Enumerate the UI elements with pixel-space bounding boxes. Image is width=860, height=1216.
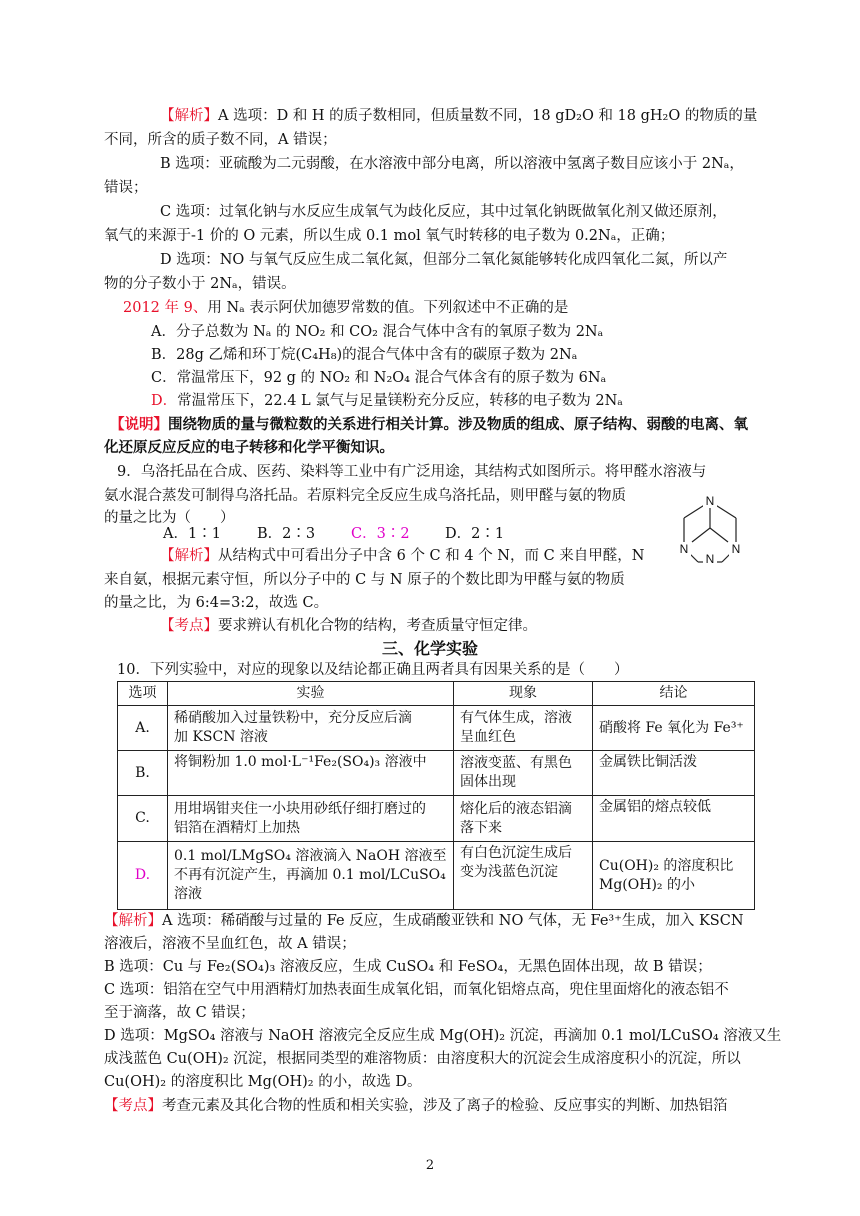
analysis-a-line2: 不同，所含的质子数不同，A 错误； — [104, 132, 337, 148]
question9-line3: 的量之比为（ ） — [104, 510, 235, 526]
question9-point: 【考点】要求辨认有机化合物的结构，考查质量守恒定律。 — [160, 618, 537, 634]
header-conclusion: 结论 — [593, 682, 755, 706]
question10-analysis-line4: C 选项：铝箔在空气中用酒精灯加热表面生成氧化铝，而氧化铝熔点高，兜住里面熔化的液态铝不 — [104, 982, 729, 998]
question-2012-stem: 2012 年 9、用 Nₐ 表示阿伏加德罗常数的值。下列叙述中不正确的是 — [123, 300, 569, 316]
table-row: A. 稀硝酸加入过量铁粉中，充分反应后滴 加 KSCN 溶液 有气体生成，溶液 呈血红色 硝酸将 Fe 氧化为 Fe³⁺ — [118, 706, 755, 751]
analysis-label: 【解析】 — [160, 108, 218, 124]
atom-n-top: N — [705, 494, 715, 508]
table-row: C. 用坩埚钳夹住一小块用砂纸仔细打磨过的 铝箔在酒精灯上加热 熔化后的液态铝滴 落下来 金属铝的熔点较低 — [118, 796, 755, 842]
question9-line1: 9．乌洛托品在合成、医药、染料等工业中有广泛用途，其结构式如图所示。将甲醛水溶液与 — [117, 464, 707, 480]
explanation-line1: 【说明】围绕物质的量与微粒数的关系进行相关计算。涉及物质的组成、原子结构、弱酸的电离、氧 — [110, 416, 748, 433]
question9-analysis-line3: 的量之比，为 6:4=3:2，故选 C。 — [104, 595, 329, 611]
section-heading: 三、化学实验 — [381, 639, 478, 658]
question9-analysis-line2: 来自氨，根据元素守恒，所以分子中的 C 与 N 原子的个数比即为甲醛与氨的物质 — [104, 572, 625, 588]
hexamine-structure-svg — [666, 490, 758, 572]
header-phenomenon: 现象 — [454, 682, 593, 706]
question-2012-option-c: C．常温常压下，92 g 的 NO₂ 和 N₂O₄ 混合气体含有的原子数为 6Nₐ — [151, 370, 607, 386]
question9-option-b: B．2∶3 — [257, 526, 316, 542]
analysis-c-line1: C 选项：过氧化钠与水反应生成氧气为歧化反应，其中过氧化钠既做氧化剂又做还原剂， — [160, 204, 727, 220]
question10-analysis-line5: 至于滴落，故 C 错误； — [104, 1005, 255, 1021]
analysis-d-line1: D 选项：NO 与氧气反应生成二氧化氮，但部分二氧化氮能够转化成四氧化二氮，所以产 — [160, 252, 728, 268]
question10-analysis-line6: D 选项：MgSO₄ 溶液与 NaOH 溶液完全反应生成 Mg(OH)₂ 沉淀，再滴加 0.1 mol/LCuSO₄ 溶液又生 — [104, 1028, 782, 1044]
analysis-d-line2: 物的分子数小于 2Nₐ，错误。 — [104, 276, 296, 292]
analysis-a-line1: 【解析】A 选项：D 和 H 的质子数相同，但质量数不同，18 gD₂O 和 18 gH₂O 的物质的量 — [160, 108, 758, 124]
question9-option-c: C．3∶2 — [351, 526, 410, 542]
question-2012-option-b: B．28g 乙烯和环丁烷(C₄H₈)的混合气体中含有的碳原子数为 2Nₐ — [151, 347, 578, 363]
question10-analysis-line2: 溶液后，溶液不呈血红色，故 A 错误； — [104, 936, 356, 952]
table-row: B. 将铜粉加 1.0 mol·L⁻¹Fe₂(SO₄)₃ 溶液中 溶液变蓝、有黑色 固体出现 金属铁比铜活泼 — [118, 751, 755, 796]
explanation-line2: 化还原反应反应的电子转移和化学平衡知识。 — [104, 439, 394, 456]
analysis-b-line2: 错误； — [104, 180, 148, 196]
question10-analysis-line3: B 选项：Cu 与 Fe₂(SO₄)₃ 溶液反应，生成 CuSO₄ 和 FeSO₄，无黑色固体出现，故 B 错误； — [104, 959, 712, 975]
question9-analysis-line1: 【解析】从结构式中可看出分子中含 6 个 C 和 4 个 N，而 C 来自甲醛，N — [160, 548, 645, 564]
table-row: D. 0.1 mol/LMgSO₄ 溶液滴入 NaOH 溶液至 不再有沉淀产生，再滴加 0.1 mol/LCuSO₄ 溶液 有白色沉淀生成后 变为浅蓝色沉淀 Cu(OH)₂ 的溶度积比 Mg(OH)₂ 的小 — [118, 842, 755, 910]
hexamine-structure-diagram — [666, 490, 758, 576]
question10-analysis-line8: Cu(OH)₂ 的溶度积比 Mg(OH)₂ 的小，故选 D。 — [104, 1074, 422, 1090]
question9-line2: 氨水混合蒸发可制得乌洛托品。若原料完全反应生成乌洛托品，则甲醛与氨的物质 — [104, 488, 626, 504]
question-2012-option-d: D．常温常压下，22.4 L 氯气与足量镁粉充分反应，转移的电子数为 2Nₐ — [151, 393, 623, 409]
header-option: 选项 — [118, 682, 168, 706]
question9-option-d: D．2∶1 — [445, 526, 505, 542]
question10-analysis-line1: 【解析】A 选项：稀硝酸与过量的 Fe 反应，生成硝酸亚铁和 NO 气体，无 Fe³⁺生成，加入 KSCN — [104, 913, 744, 929]
question9-option-a: A．1∶1 — [163, 526, 221, 542]
header-experiment: 实验 — [168, 682, 454, 706]
experiment-table — [117, 681, 755, 910]
atom-n-bottom: N — [705, 552, 715, 566]
table-header-row — [118, 682, 755, 706]
analysis-c-line2: 氧气的来源于-1 价的 O 元素，所以生成 0.1 mol 氧气时转移的电子数为 0.2Nₐ，正确； — [104, 228, 675, 244]
question10-stem: 10．下列实验中，对应的现象以及结论都正确且两者具有因果关系的是（ ） — [117, 662, 629, 678]
atom-n-left: N — [679, 542, 689, 556]
question-2012-option-a: A．分子总数为 Nₐ 的 NO₂ 和 CO₂ 混合气体中含有的氧原子数为 2Nₐ — [151, 324, 604, 340]
question10-analysis-line7: 成浅蓝色 Cu(OH)₂ 沉淀，根据同类型的难溶物质：由溶度积大的沉淀会生成溶度积小的沉淀，所以 — [104, 1051, 741, 1067]
analysis-b-line1: B 选项：亚硫酸为二元弱酸，在水溶液中部分电离，所以溶液中氢离子数目应该小于 2Nₐ， — [160, 156, 744, 172]
page-number: 2 — [425, 1158, 435, 1173]
question10-point: 【考点】考查元素及其化合物的性质和相关实验，涉及了离子的检验、反应事实的判断、加热铝箔 — [104, 1098, 728, 1114]
atom-n-right: N — [731, 542, 741, 556]
